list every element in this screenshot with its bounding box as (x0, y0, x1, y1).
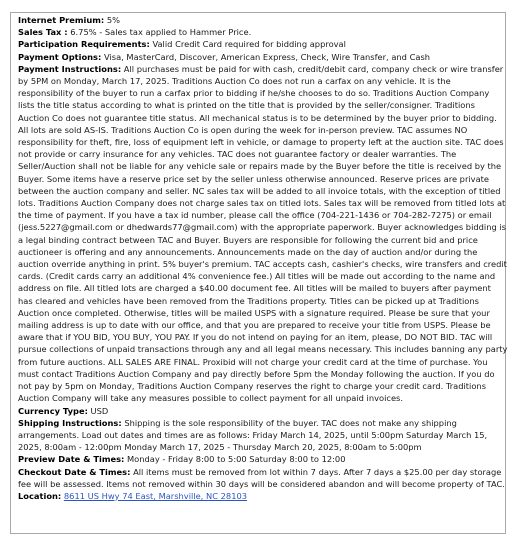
auction-terms (18, 14, 508, 502)
payment-instructions-value: All purchases must be paid for with cash, credit/debit card, company check or wire transfer by 5PM on Monday, March 17, 2025. Traditions Auction Co does not run a carfax on any vehicle. It is the responsibility of the buyer to run a carfax prior to bidding if he/she chooses to do so. Traditions Auction Company lists the title status according to what is printed on the title that is provided by the seller/consigner. Traditions Auction Co does not guarantee title status. All mechanical status is to be determined by the buyer prior to bidding. All lots are sold AS-IS. Traditions Auction Co is open during the week for in-person preview. TAC assumes NO responsibility for theft, fire, loss of equipment left in vehicle, or damage to property left at the auction site. TAC does not provide or carry insurance for any vehicles. TAC does not guarantee factory or dealer warranties. The Seller/Auction shall not be liable for any vehicle sale or repairs made by the Buyer before the title is received by the Buyer. Some items have a reserve price set by the seller unless otherwise announced. Reserve prices are private between the auction company and seller. NC sales tax will be added to all invoice totals, with the exception of titled lots. Traditions Auction Company does not charge sales tax on titled lots. Sales tax will be removed from titled lots at the time of payment. If you have a tax id number, please call the office (704-221-1436 or 704-282-7275) or email (jess.5227@gmail.com or dhedwards77@gmail.com) with the appropriate paperwork. Buyer acknowledges bidding is a legal binding contract between TAC and Buyer. Buyers are responsible for following the current bid and price auctioneer is offering and any announcements. Announcements made on the day of auction and/or during the auction override anything in print. 5% buyer's premium. TAC accepts cash, cashier's checks, wire transfers and credit cards. (Credit cards carry an additional 4% convenience fee.) All titles will be made out according to the name and address on file. All titled lots are charged a $40.00 document fee. All titles will be mailed to buyers after payment has cleared and vehicles have been removed from the Traditions property. Titles can be picked up at Traditions Auction once completed. Otherwise, titles will be mailed USPS with a signature required. Please be sure that your mailing address is up to date with our office, and that you are prepared to receive your title from USPS. Please be aware that if YOU BID, YOU BUY, YOU PAY. If you do not intend on paying for an item, please, DO NOT BID. TAC will pursue collections of unpaid transactions through any and all legal means necessary. This includes banning any party from future auctions. ALL SALES ARE FINAL. Proxibid will not charge your credit card at the time of purchase. You must contact Traditions Auction Company and pay directly before 5pm the Monday following the auction. If you do not pay by 5pm on Monday, Traditions Auction Company reserves the right to charge your credit card. Traditions Auction Company will take any measures possible to collect payment for all unpaid invoices. (18, 63, 508, 404)
currency-value: USD (90, 405, 109, 416)
sales-tax-row (18, 26, 508, 38)
payment-options-value: Visa, MasterCard, Discover, American Express, Check, Wire Transfer, and Cash (103, 51, 431, 62)
checkout-value: All items must be removed from lot within 7 days. After 7 days a $25.00 per day storage fee will be assessed. Items not removed within 30 days will be considered abandon and will become property of TAC. (18, 466, 505, 489)
participation-value: Valid Credit Card required for bidding approval (152, 39, 346, 50)
checkout-label: Checkout Date & Times: (18, 466, 131, 477)
payment-instructions-label: Payment Instructions: (18, 63, 122, 74)
payment-options-label: Payment Options: (18, 51, 102, 62)
shipping-value: Shipping is the sole responsibility of the buyer. TAC does not make any shipping arrangements. Load out dates and times are as follows: Friday March 14, 2025, until 5:00pm Saturday March 15, 2025, 8:00am - 12:00pm Monday March 17, 2025 - Thursday March 20, 2025, 8:00am to 5:00pm (18, 417, 488, 453)
sales-tax-value: 6.75% - Sales tax applied to Hammer Price. (70, 27, 252, 38)
currency-row (18, 405, 508, 417)
internet-premium-label: Internet Premium: (18, 15, 105, 25)
shipping-row (18, 417, 508, 454)
preview-value: Monday - Friday 8:00 to 5:00 Saturday 8:00 to 12:00 (127, 454, 346, 465)
internet-premium-value: 5% (106, 15, 121, 25)
sales-tax-label: Sales Tax : (18, 27, 68, 38)
currency-label: Currency Type: (18, 405, 88, 416)
location-row (18, 490, 508, 502)
preview-row (18, 453, 508, 465)
preview-label: Preview Date & Times: (18, 454, 125, 465)
checkout-row (18, 466, 508, 490)
participation-row (18, 38, 508, 50)
participation-label: Participation Requirements: (18, 39, 150, 50)
internet-premium-row (18, 14, 508, 26)
location-label: Location: (18, 490, 62, 501)
shipping-label: Shipping Instructions: (18, 417, 122, 428)
location-link[interactable]: 8611 US Hwy 74 East, Marshville, NC 28103 (63, 490, 248, 501)
payment-instructions-row (18, 63, 508, 405)
payment-options-row (18, 51, 508, 63)
